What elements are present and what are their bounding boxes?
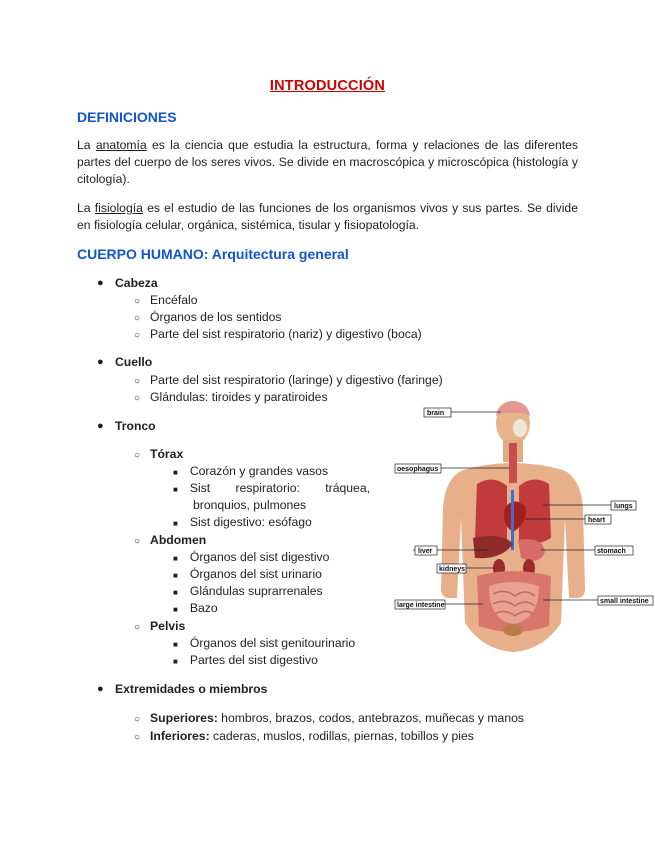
page-title: INTRODUCCIÓN <box>269 78 386 94</box>
list-item-inferiores: ○ Inferiores: caderas, muslos, rodillas, piernas, tobillos y pies <box>134 729 474 743</box>
list-item-torax: ○ Tórax <box>134 447 184 461</box>
vena-shape <box>511 490 514 550</box>
bullet-icon: ● <box>97 277 104 289</box>
list-item: ■ Sist respiratorio: tráquea, <box>173 481 371 495</box>
list-item: ■ Sist digestivo: esófago <box>173 515 312 529</box>
label-brain: brain <box>427 410 445 417</box>
list-item: ○ Órganos de los sentidos <box>134 310 282 324</box>
list-item-cabeza: ● Cabeza <box>97 276 158 290</box>
list-item-tronco: ● Tronco <box>97 419 156 433</box>
list-item: ■ Órganos del sist genitourinario <box>173 636 356 650</box>
list-item: ○ Encéfalo <box>134 293 198 307</box>
list-item-superiores: ○ Superiores: hombros, brazos, codos, antebrazos, muñecas y manos <box>134 711 524 725</box>
list-item: ■ Bazo <box>173 601 218 615</box>
definiciones-heading: DEFINICIONES <box>77 109 177 125</box>
label-small-intestine: small intestine <box>600 598 649 605</box>
fisiologia-paragraph: La fisiología es el estudio de las funciones de los organismos vivos y sus partes. Se divide en fisiología celular, orgánica, sistémica, tisular y fisiopatología. <box>77 201 578 232</box>
list-item-extremidades: ● Extremidades o miembros <box>97 682 268 696</box>
list-item-continuation: bronquios, pulmones <box>193 498 307 512</box>
anatomia-term: anatomía <box>95 138 147 152</box>
bullet-icon: ● <box>97 683 104 695</box>
list-item: ○ Glándulas: tiroides y paratiroides <box>134 390 328 404</box>
label-oesophagus: oesophagus <box>397 466 439 473</box>
skull-shape <box>513 419 527 437</box>
list-item-abdomen: ○ Abdomen <box>134 533 207 547</box>
label-large-intestine: large intestine <box>397 602 445 609</box>
label-heart: heart <box>588 517 606 524</box>
fisiologia-term: fisiología <box>94 201 143 215</box>
bullet-icon: ● <box>97 356 104 368</box>
bladder-shape <box>503 624 523 636</box>
anatomia-paragraph: La anatomía es la ciencia que estudia la estructura, forma y relaciones de las diferentes partes del cuerpo de los seres vivos. Se divide en macroscópica y microscópica (histología y citología). <box>77 138 578 186</box>
list-item-pelvis: ○ Pelvis <box>134 619 186 633</box>
label-liver: liver <box>418 548 433 555</box>
list-item: ■ Partes del sist digestivo <box>173 653 318 667</box>
label-lungs: lungs <box>614 503 633 510</box>
oesophagus-shape <box>509 443 517 483</box>
label-stomach: stomach <box>597 548 626 555</box>
list-item: ■ Corazón y grandes vasos <box>173 464 329 478</box>
list-item: ○ Parte del sist respiratorio (nariz) y digestivo (boca) <box>134 327 422 341</box>
list-item: ■ Órganos del sist urinario <box>173 567 322 581</box>
list-item-cuello: ● Cuello <box>97 355 153 369</box>
cuerpo-heading: CUERPO HUMANO: Arquitectura general <box>77 246 349 262</box>
human-anatomy-diagram <box>393 398 655 656</box>
list-item: ■ Órganos del sist digestivo <box>173 550 330 564</box>
list-item: ■ Glándulas suprarrenales <box>173 584 323 598</box>
bullet-icon: ● <box>97 420 104 432</box>
label-kidneys: kidneys <box>439 566 466 573</box>
list-item: ○ Parte del sist respiratorio (laringe) y digestivo (faringe) <box>134 373 443 387</box>
left-lung-shape <box>475 479 507 543</box>
